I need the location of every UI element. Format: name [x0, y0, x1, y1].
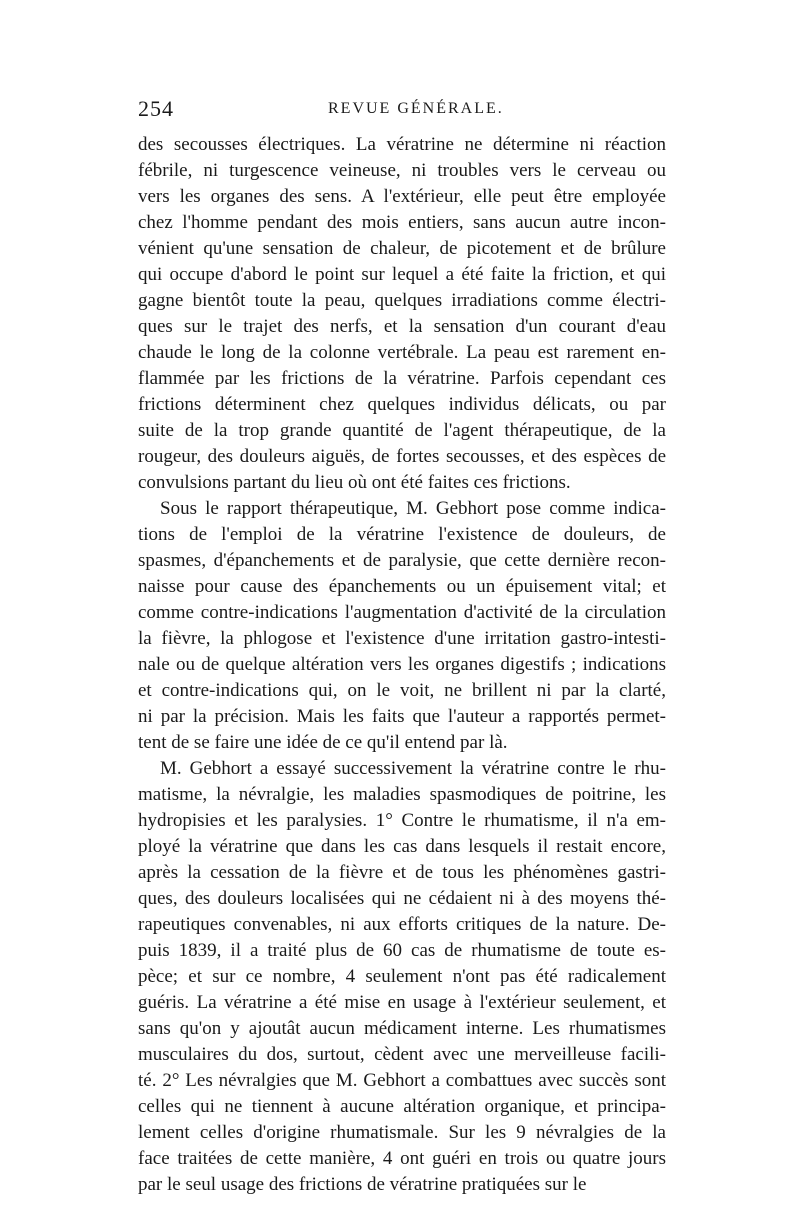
page-number: 254	[138, 96, 174, 121]
text-line: puis 1839, il a traité plus de 60 cas de rhumatisme de toute es-	[138, 940, 666, 961]
text-line: par le seul usage des frictions de vératrine pratiquées sur le	[138, 1174, 587, 1195]
text-line: frictions déterminent chez quelques individus délicats, ou par	[138, 394, 666, 415]
text-line: musculaires du dos, surtout, cèdent avec une merveilleuse facili-	[138, 1044, 666, 1065]
text-line: vers les organes des sens. A l'extérieur, elle peut être employée	[138, 186, 666, 207]
text-line: suite de la trop grande quantité de l'agent thérapeutique, de la	[138, 420, 666, 441]
text-line: guéris. La vératrine a été mise en usage à l'extérieur seulement, et	[138, 992, 666, 1013]
text-line: té. 2° Les névralgies que M. Gebhort a combattues avec succès sont	[138, 1070, 666, 1091]
text-line: lement celles d'origine rhumatismale. Sur les 9 névralgies de la	[138, 1122, 666, 1143]
text-line: convulsions partant du lieu où ont été faites ces frictions.	[138, 472, 571, 493]
text-line: fébrile, ni turgescence veineuse, ni troubles vers le cerveau ou	[138, 160, 666, 181]
text-line: M. Gebhort a essayé successivement la vératrine contre le rhu-	[160, 758, 666, 779]
text-line: ques sur le trajet des nerfs, et la sensation d'un courant d'eau	[138, 316, 666, 337]
text-line: après la cessation de la fièvre et de tous les phénomènes gastri-	[138, 862, 666, 883]
text-line: nale ou de quelque altération vers les organes digestifs ; indications	[138, 654, 666, 675]
text-line: vénient qu'une sensation de chaleur, de picotement et de brûlure	[138, 238, 666, 259]
text-line: gagne bientôt toute la peau, quelques irradiations comme électri-	[138, 290, 666, 311]
text-line: rougeur, des douleurs aiguës, de fortes secousses, et des espèces de	[138, 446, 666, 467]
body-text	[138, 132, 666, 1198]
text-line: chez l'homme pendant des mois entiers, sans aucun autre incon-	[138, 212, 666, 233]
text-line: flammée par les frictions de la vératrine. Parfois cependant ces	[138, 368, 666, 389]
text-line: qui occupe d'abord le point sur lequel a été faite la friction, et qui	[138, 264, 666, 285]
text-line: pèce; et sur ce nombre, 4 seulement n'ont pas été radicalement	[138, 966, 666, 987]
text-line: la fièvre, la phlogose et l'existence d'une irritation gastro-intesti-	[138, 628, 666, 649]
text-line: rapeutiques convenables, ni aux efforts critiques de la nature. De-	[138, 914, 666, 935]
text-line: des secousses électriques. La vératrine ne détermine ni réaction	[138, 134, 666, 155]
text-line: ni par la précision. Mais les faits que l'auteur a rapportés permet-	[138, 706, 666, 727]
text-line: matisme, la névralgie, les maladies spasmodiques de poitrine, les	[138, 784, 666, 805]
text-line: tions de l'emploi de la vératrine l'existence de douleurs, de	[138, 524, 666, 545]
text-line: chaude le long de la colonne vertébrale. La peau est rarement en-	[138, 342, 666, 363]
text-line: spasmes, d'épanchements et de paralysie, que cette dernière recon-	[138, 550, 666, 571]
text-line: ployé la vératrine que dans les cas dans lesquels il restait encore,	[138, 836, 666, 857]
text-line: face traitées de cette manière, 4 ont guéri en trois ou quatre jours	[138, 1148, 666, 1169]
text-line: celles qui ne tiennent à aucune altération organique, et principa-	[138, 1096, 666, 1117]
text-line: hydropisies et les paralysies. 1° Contre le rhumatisme, il n'a em-	[138, 810, 666, 831]
text-line: et contre-indications qui, on le voit, ne brillent ni par la clarté,	[138, 680, 666, 701]
text-line: ques, des douleurs localisées qui ne cédaient ni à des moyens thé-	[138, 888, 666, 909]
page-header	[138, 96, 666, 126]
text-line: naisse pour cause des épanchements ou un épuisement vital; et	[138, 576, 666, 597]
text-line: Sous le rapport thérapeutique, M. Gebhort pose comme indica-	[160, 498, 666, 519]
running-title: REVUE GÉNÉRALE.	[328, 100, 504, 117]
text-line: comme contre-indications l'augmentation d'activité de la circulation	[138, 602, 666, 623]
text-line: sans qu'on y ajoutât aucun médicament interne. Les rhumatismes	[138, 1018, 666, 1039]
text-line: tent de se faire une idée de ce qu'il entend par là.	[138, 732, 508, 753]
